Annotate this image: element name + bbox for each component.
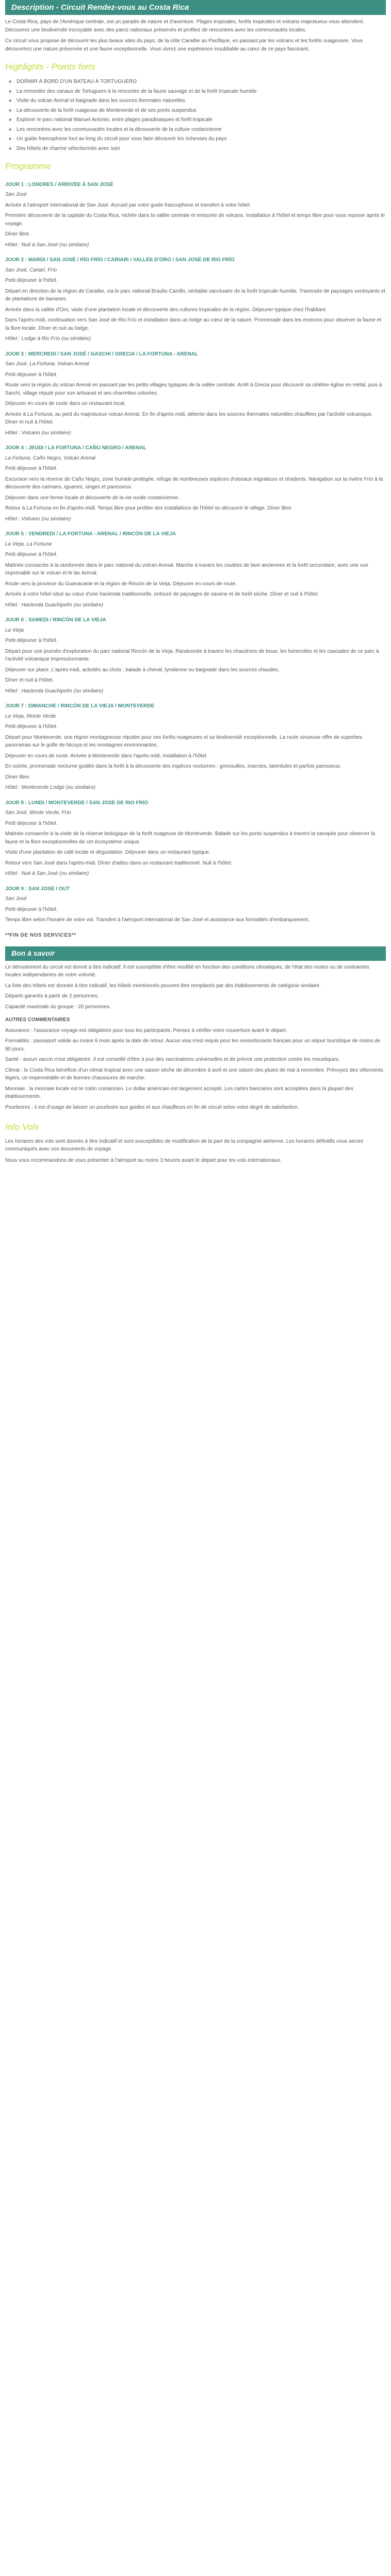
day-route: San José, La Fortuna, Volcan Arenal — [5, 361, 89, 367]
good-to-know-paragraph: Capacité maximale du groupe : 20 personnes. — [5, 1004, 111, 1010]
day-block — [5, 616, 386, 695]
day-title: JOUR 3 : MERCREDI / SAN JOSÉ / GASCHI / GRECIA / LA FORTUNA - ARENAL — [5, 351, 199, 357]
day-paragraph: Matinée consacrée à la randonnée dans le parc national du volcan Arenal. Marche à travers les coulées de lave anciennes et la forêt secondaire, avec une vue imprenable sur le volcan et le lac Arenal. — [5, 562, 368, 577]
day-paragraph: Départ pour une journée d'exploration du parc national Rincón de la Vieja. Randonnée à travers les chaudrons de boue, les fumerolles et les cascades de ce parc à l'activité volcanique impressionnante. — [5, 648, 379, 663]
highlight-item: ▸ Les rencontres avec les communautés locales et la découverte de la culture costaricienne — [17, 126, 386, 134]
day-title: JOUR 1 : LONDRES / ARRIVÉE À SAN JOSÉ — [5, 181, 113, 188]
day-paragraph: Dîner et nuit à l'hôtel. — [5, 677, 54, 684]
day-paragraph: Petit déjeuner à l'hôtel. — [5, 724, 58, 730]
highlight-item: ▸ La découverte de la forêt nuageuse de Monteverde et de ses ponts suspendus — [17, 107, 386, 115]
day-text — [5, 723, 386, 781]
page-title: Description - Circuit Rendez-vous au Costa Rica — [5, 0, 386, 15]
day-route: La Vieja, Monte Verde — [5, 713, 56, 719]
day-paragraph: Retour à La Fortuna en fin d'après-midi. Temps libre pour profiter des installations de l'hôtel ou découvrir le village. Dîner libre. — [5, 505, 293, 512]
day-title: JOUR 7 : DIMANCHE / RINCÓN DE LA VIEJA / MONTEVERDE — [5, 703, 155, 709]
day-route: San José — [5, 896, 27, 902]
day-title: JOUR 2 : MARDI / SAN JOSÉ / RÍO FRÍO / CARIARI / VALLÉE D'ORO / SAN JOSÉ DE RIO FRÍO — [5, 257, 235, 263]
day-route: San José, Cariari, Frío — [5, 267, 57, 273]
info-vols — [5, 1121, 386, 1164]
day-title: JOUR 4 : JEUDI / LA FORTUNA / CAÑO NEGRO / ARENAL — [5, 445, 146, 451]
day-text — [5, 371, 386, 427]
day-paragraph: Matinée consacrée à la visite de la réserve biologique de la forêt nuageuse de Monteverde. Balade sur les ponts suspendus à travers la canopée pour observer la faune et la flore exceptionnelles de cet écosystème unique. — [5, 831, 376, 845]
day-text — [5, 637, 386, 685]
day-route: San José, Monte Verde, Frío — [5, 810, 71, 816]
other-comment: Santé : aucun vaccin n'est obligatoire. Il est conseillé d'être à jour des vaccinations universelles et de prévoir une protection contre les moustiques. — [5, 1057, 340, 1063]
day-hotel: Hôtel : Volcano (ou similaire) — [5, 430, 71, 436]
end-of-services: **FIN DE NOS SERVICES** — [5, 932, 76, 938]
highlight-item: ▸ Des hôtels de charme sélectionnés avec soin — [17, 145, 386, 153]
day-paragraph: Petit déjeuner à l'hôtel. — [5, 638, 58, 644]
day-paragraph: Déjeuner en cours de route. Arrivée à Monteverde dans l'après-midi, installation à l'hôtel. — [5, 753, 208, 759]
day-paragraph: Visite d'une plantation de café locale et dégustation. Déjeuner dans un restaurant typique. — [5, 850, 210, 856]
day-paragraph: En soirée, promenade nocturne guidée dans la forêt à la découverte des espèces nocturnes : grenouilles, insectes, tarentules et parfois paresseux. — [5, 764, 341, 770]
day-paragraph: Déjeuner sur place. L'après-midi, activités au choix : balade à cheval, tyrolienne ou baignade dans les sources chaudes. — [5, 667, 280, 673]
day-hotel: Hôtel : Lodge à Rio Frío (ou similaire) — [5, 336, 91, 342]
day-paragraph: Petit déjeuner à l'hôtel. — [5, 820, 58, 826]
intro-paragraph: Le Costa Rica, pays de l'Amérique centrale, est un paradis de nature et d'aventure. Plages tropicales, forêts tropicales et volcans majestueux vous attendent. Découvrez une biodiversité incroyable avec des parcs nationaux préservés et profitez de rencontres avec les communautés locales. — [5, 19, 364, 33]
day-block — [5, 256, 386, 343]
highlight-item: ▸ Un guide francophone tout au long du circuit pour vous faire découvrir les richesses du pays — [17, 135, 386, 143]
program-title: Programme — [5, 161, 51, 172]
day-text — [5, 201, 386, 239]
info-vols-paragraph: Les horaires des vols sont donnés à titre indicatif et sont susceptibles de modification de la part de la compagnie aérienne. Les horaires définitifs vous seront communiqués avec vos documents de voyage. — [5, 1138, 363, 1153]
day-paragraph: Dîner libre. — [5, 231, 30, 238]
day-block — [5, 181, 386, 249]
day-block — [5, 702, 386, 792]
day-paragraph: Arrivée à votre hôtel situé au cœur d'une hacienda traditionnelle, entouré de paysages de savane et de forêt sèche. Dîner et nuit à l'hôtel. — [5, 591, 319, 598]
day-paragraph: Petit déjeuner à l'hôtel. — [5, 552, 58, 558]
day-paragraph: Dîner libre. — [5, 774, 30, 780]
other-comment: Formalités : passeport valide au moins 6 mois après la date de retour. Aucun visa n'est requis pour les ressortissants français pour un séjour touristique de moins de 90 jours. — [5, 1038, 381, 1052]
day-paragraph: Arrivée dans la vallée d'Oro, visite d'une plantation locale et découverte des cultures tropicales de la région. Déjeuner typique chez l'habitant. — [5, 307, 327, 313]
day-route: La Vieja, La Fortuna — [5, 541, 52, 547]
program-days — [5, 181, 386, 924]
day-paragraph: Route vers la région du volcan Arenal en passant par les petits villages typiques de la vallée centrale. Arrêt à Grecia pour découvrir sa célèbre église en métal, puis à Sarchí, village réputé pour son artisanat et ses charrettes colorées. — [5, 382, 382, 396]
day-block — [5, 350, 386, 437]
highlight-item: ▸ DORMIR À BORD D'UN BATEAU À TORTUGUERO — [17, 78, 386, 86]
good-to-know — [5, 963, 386, 1112]
day-hotel: Hôtel : Volcano (ou similaire) — [5, 516, 71, 522]
day-title: JOUR 9 : SAN JOSÉ / OUT — [5, 886, 70, 892]
highlight-item: ▸ Visite du volcan Arenal et baignade dans les sources thermales naturelles — [17, 97, 386, 105]
day-route: San José — [5, 192, 27, 198]
day-paragraph: Petit déjeuner à l'hôtel. — [5, 906, 58, 912]
good-to-know-paragraph: Le déroulement du circuit est donné à titre indicatif. Il est susceptible d'être modifié en fonction des conditions climatiques, de l'état des routes ou de contraintes locales indépendantes de notre volonté. — [5, 964, 369, 978]
day-hotel: Hôtel : Hacienda Guachipelín (ou similaire) — [5, 602, 104, 608]
day-paragraph: Petit déjeuner à l'hôtel. — [5, 466, 58, 472]
day-route: La Fortuna, Caño Negro, Volcan Arenal — [5, 455, 95, 461]
day-hotel: Hôtel : Nuit à San José (ou similaire) — [5, 242, 89, 248]
other-comment: Climat : le Costa Rica bénéficie d'un climat tropical avec une saison sèche de décembre à avril et une saison des pluies de mai à novembre. Prévoyez des vêtements légers, un imperméable et de bonnes chaussures de marche. — [5, 1067, 383, 1081]
day-paragraph: Déjeuner en cours de route dans un restaurant local. — [5, 401, 126, 407]
page — [0, 0, 391, 1178]
day-text — [5, 277, 386, 332]
good-to-know-title: Bon à savoir — [5, 946, 386, 961]
day-route: La Vieja — [5, 627, 24, 633]
day-paragraph: Dans l'après-midi, continuation vers San José de Rio Frío et installation dans un lodge au cœur de la nature. Promenade dans les environs pour observer la faune et la flore locale. Dîner et nuit au lodge. — [5, 317, 381, 331]
other-comment: Assurance : l'assurance voyage est obligatoire pour tous les participants. Pensez à vérifier votre couverture avant le départ. — [5, 1027, 287, 1033]
day-text — [5, 465, 386, 513]
day-title: JOUR 6 : SAMEDI / RINCÓN DE LA VIEJA — [5, 617, 106, 623]
other-comment: Monnaie : la monnaie locale est le colón costaricien. Le dollar américain est largement accepté. Les cartes bancaires sont acceptées dans la plupart des établissements. — [5, 1086, 353, 1100]
day-paragraph: Première découverte de la capitale du Costa Rica, nichée dans la vallée centrale et entourée de volcans. Installation à l'hôtel et temps libre pour vous reposer après le voyage. — [5, 213, 385, 227]
day-title: JOUR 8 : LUNDI / MONTEVERDE / SAN JOSÉ DE RIO FRÍO — [5, 800, 149, 806]
good-to-know-paragraph: Départs garantis à partir de 2 personnes. — [5, 993, 99, 999]
intro-paragraph: Ce circuit vous propose de découvrir les plus beaux sites du pays, de la côte Caraïbe au Pacifique, en passant par les volcans et les forêts nuageuses. Vous découvrirez une nature préservée et une faune exceptionnelle. Vous vivrez une expérience inoubliable au cœur de ce pays fascinant. — [5, 38, 363, 52]
day-paragraph: Petit déjeuner à l'hôtel. — [5, 371, 58, 378]
intro — [5, 18, 386, 53]
day-hotel: Hôtel : Hacienda Guachipelín (ou similaire) — [5, 688, 104, 694]
day-paragraph: Départ pour Monteverde, une région montagneuse réputée pour ses forêts nuageuses et sa biodiversité exceptionnelle. La route sinueuse offre de superbes panoramas sur le golfe de Nicoya et les montagnes environnantes. — [5, 734, 362, 749]
day-paragraph: Petit déjeuner à l'hôtel. — [5, 278, 58, 284]
day-paragraph: Temps libre selon l'horaire de votre vol. Transfert à l'aéroport international de San José et assistance aux formalités d'embarquement. — [5, 917, 309, 923]
day-title: JOUR 5 : VENDREDI / LA FORTUNA - ARENAL / RINCÓN DE LA VIEJA — [5, 531, 176, 537]
other-comment: Pourboires : il est d'usage de laisser un pourboire aux guides et aux chauffeurs en fin de circuit selon votre degré de satisfaction. — [5, 1104, 299, 1110]
highlight-item: ▸ Explorer le parc national Manuel Antonio, entre plages paradisiaques et forêt tropicale — [17, 116, 386, 124]
other-comments-title: AUTRES COMMENTAIRES — [5, 1017, 70, 1023]
day-hotel: Hôtel : Monteverde Lodge (ou similaire) — [5, 785, 96, 791]
day-text — [5, 906, 386, 924]
info-vols-paragraph: Nous vous recommandons de vous présenter à l'aéroport au moins 3 heures avant le départ pour les vols internationaux. — [5, 1157, 282, 1163]
day-paragraph: Route vers la province du Guanacaste et la région de Rincón de la Vieja. Déjeuner en cours de route. — [5, 581, 237, 587]
day-block — [5, 444, 386, 523]
info-vols-title: Info Vols — [5, 1122, 39, 1132]
day-paragraph: Arrivée à l'aéroport international de San José. Accueil par votre guide francophone et transfert à votre hôtel. — [5, 202, 251, 208]
day-block — [5, 799, 386, 878]
day-text — [5, 551, 386, 599]
day-paragraph: Départ en direction de la région de Caraïbe, via le parc national Braulio Carrillo, véritable sanctuaire de la forêt tropicale humide. Traversée de paysages verdoyants et de plantations de bananes. — [5, 288, 386, 302]
highlights-title: Highlights - Points forts — [5, 62, 95, 72]
highlights-list — [5, 78, 386, 152]
day-block — [5, 530, 386, 609]
day-block — [5, 885, 386, 924]
highlight-item: ▸ La remontée des canaux de Tortuguero à la rencontre de la faune sauvage et de la forêt tropicale humide — [17, 88, 386, 96]
day-paragraph: Arrivée à La Fortuna, au pied du majestueux volcan Arenal. En fin d'après-midi, détente dans les sources thermales naturelles chauffées par l'activité volcanique. Dîner et nuit à l'hôtel. — [5, 411, 373, 426]
day-paragraph: Déjeuner dans une ferme locale et découverte de la vie rurale costaricienne. — [5, 495, 180, 501]
day-text — [5, 820, 386, 868]
day-hotel: Hôtel : Nuit à San José (ou similaire) — [5, 871, 89, 877]
day-paragraph: Excursion vers la réserve de Caño Negro, zone humide protégée, refuge de nombreuses espèces d'oiseaux migrateurs et résidents. Navigation sur la rivière Frío à la découverte des caïmans, iguanes, singes et paresseux. — [5, 476, 383, 490]
day-paragraph: Retour vers San José dans l'après-midi. Dîner d'adieu dans un restaurant traditionnel. Nuit à l'hôtel. — [5, 860, 232, 866]
good-to-know-paragraph: La liste des hôtels est donnée à titre indicatif, les hôtels mentionnés peuvent être remplacés par des établissements de catégorie similaire. — [5, 982, 321, 989]
